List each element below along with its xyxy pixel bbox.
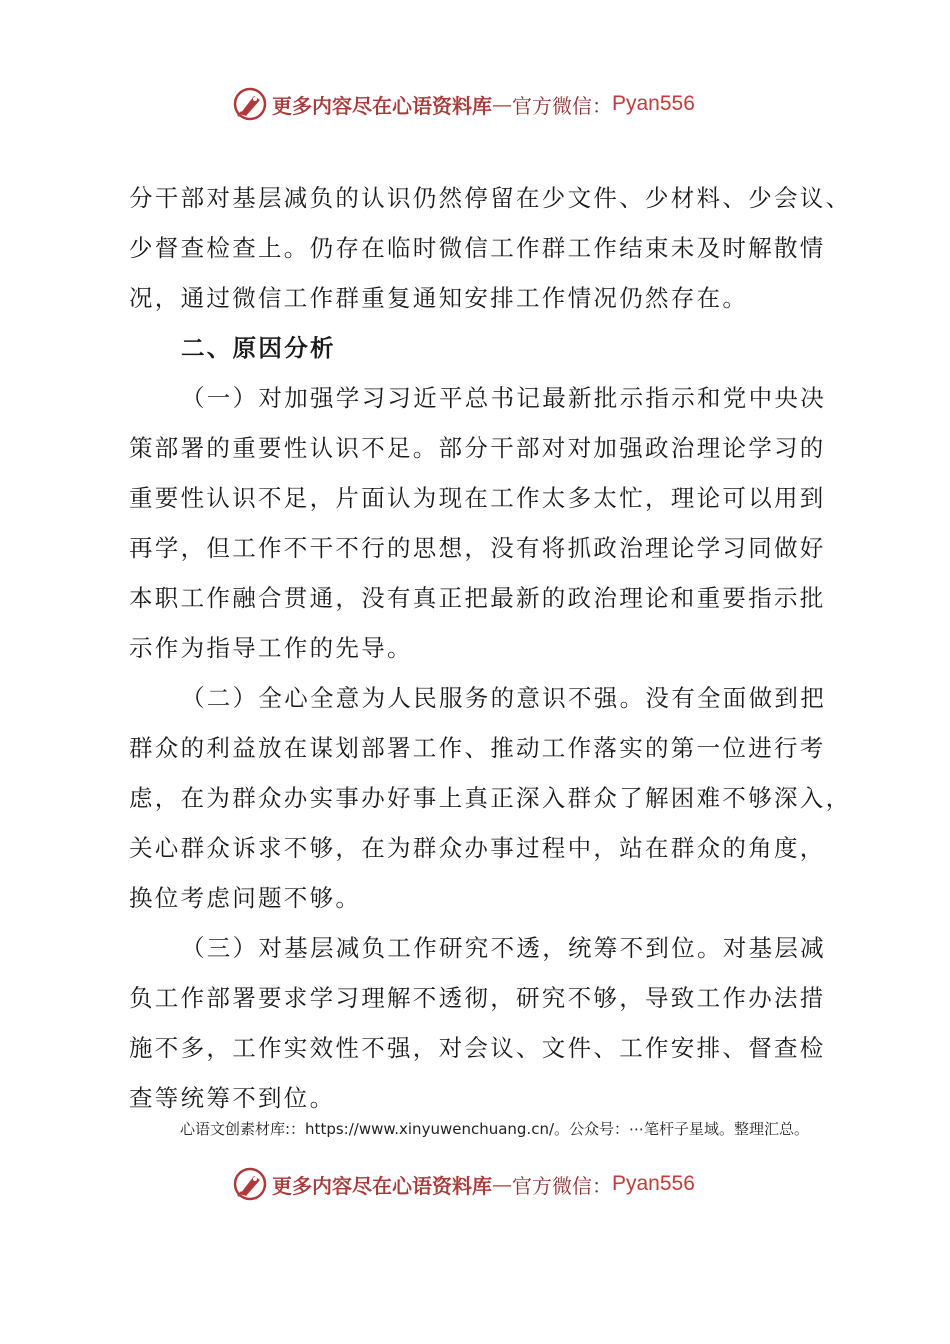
text-line: 少督查检查上。仍存在临时微信工作群工作结束未及时解散情 [129, 234, 826, 262]
footer-banner [232, 1164, 695, 1204]
text-line: （一）对加强学习习近平总书记最新批示指示和党中央决 [181, 384, 826, 412]
section-heading: 二、原因分析 [181, 334, 336, 362]
text-line: 换位考虑问题不够。 [129, 884, 362, 912]
header-banner [232, 84, 695, 124]
text-line: 分干部对基层减负的认识仍然停留在少文件、少材料、少会议、 [129, 184, 852, 212]
pen-nib-logo-icon [232, 86, 268, 122]
banner-main-text: 更多内容尽在心语资料库 [272, 1173, 492, 1198]
banner-sub-text: 官方微信： [512, 93, 612, 118]
banner-wechat-id: Pyan556 [612, 1172, 695, 1195]
banner-wechat-id: Pyan556 [612, 92, 695, 115]
text-line: （二）全心全意为人民服务的意识不强。没有全面做到把 [181, 684, 826, 712]
text-line: 负工作部署要求学习理解不透彻，研究不够，导致工作办法措 [129, 984, 826, 1012]
text-line: 虑，在为群众办实事办好事上真正深入群众了解困难不够深入， [129, 784, 852, 812]
text-line: 示作为指导工作的先导。 [129, 634, 413, 662]
banner-dash: — [492, 92, 512, 116]
text-line: 施不多，工作实效性不强，对会议、文件、工作安排、督查检 [129, 1034, 826, 1062]
text-line: 查等统筹不到位。 [129, 1084, 336, 1112]
banner-dash: — [492, 1172, 512, 1196]
text-line: 本职工作融合贯通，没有真正把最新的政治理论和重要指示批 [129, 584, 826, 612]
source-footnote: 心语文创素材库:：https://www.xinyuwenchuang.cn/。公众号：⋯笔杆子星域。整理汇总。 [180, 1120, 810, 1138]
text-line: 再学，但工作不干不行的思想，没有将抓政治理论学习同做好 [129, 534, 826, 562]
text-line: 策部署的重要性认识不足。部分干部对对加强政治理论学习的 [129, 434, 826, 462]
text-line: （三）对基层减负工作研究不透，统筹不到位。对基层减 [181, 934, 826, 962]
banner-main-text: 更多内容尽在心语资料库 [272, 93, 492, 118]
pen-nib-logo-icon [232, 1166, 268, 1202]
document-body [129, 173, 852, 1123]
text-line: 况，通过微信工作群重复通知安排工作情况仍然存在。 [129, 284, 749, 312]
banner-sub-text: 官方微信： [512, 1173, 612, 1198]
text-line: 关心群众诉求不够，在为群众办事过程中，站在群众的角度， [129, 834, 826, 862]
text-line: 群众的利益放在谋划部署工作、推动工作落实的第一位进行考 [129, 734, 826, 762]
text-line: 重要性认识不足，片面认为现在工作太多太忙，理论可以用到 [129, 484, 826, 512]
